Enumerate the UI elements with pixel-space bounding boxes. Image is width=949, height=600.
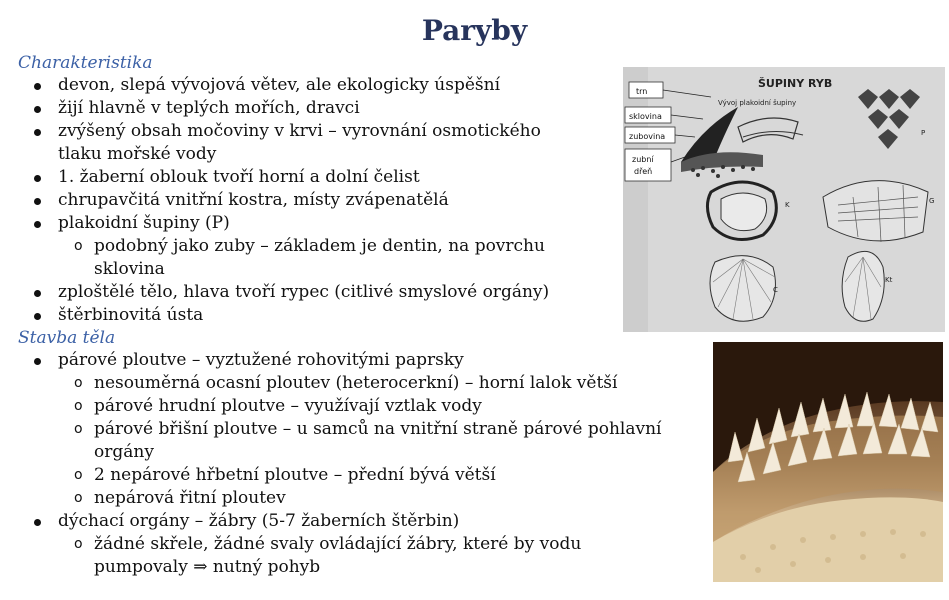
shark-teeth-photo (713, 342, 943, 582)
figure-heading: ŠUPINY RYB (758, 77, 833, 90)
bullet-item: plakoidní šupiny (P) (0, 212, 700, 235)
label-zubni: zubní (632, 155, 654, 164)
bullet-item: 1. žaberní oblouk tvoří horní a dolní čelist (0, 166, 700, 189)
sub-bullet-item (0, 418, 700, 464)
bullet-item: párové ploutve – vyztužené rohovitými paprsky (0, 349, 700, 372)
slide-title: Paryby (421, 14, 528, 47)
bullet-item: žijí hlavně v teplých mořích, dravci (0, 97, 700, 120)
section-heading-stavba-tela: Stavba těla (18, 328, 116, 348)
bullet-item: chrupavčitá vnitřní kostra, místy zvápenatělá (0, 189, 700, 212)
bullet-item: dýchací orgány – žábry (5-7 žaberních štěrbin) (0, 510, 700, 533)
bullet-item (0, 120, 700, 166)
label-sklovina: sklovina (629, 112, 662, 121)
sub-bullet-item: o nepárová řitní ploutev (0, 487, 700, 510)
sub-bullet-text: žádné skřele, žádné svaly ovládající žábry, které by vodu pumpovaly ⇒ nutný pohyb (94, 534, 582, 577)
sub-bullet-item: o párové hrudní ploutve – využívají vztlak vody (0, 395, 700, 418)
bullet-item: zploštělé tělo, hlava tvoří rypec (citlivé smyslové orgány) (0, 281, 700, 304)
section-heading-charakteristika: Charakteristika (18, 53, 153, 73)
scales-diagram-image (623, 67, 945, 332)
sub-bullet-item: o 2 nepárové hřbetní ploutve – přední bývá větší (0, 464, 700, 487)
scales-drawing (623, 67, 945, 332)
letter-g: G (929, 197, 935, 205)
sub-bullet-text: párové břišní ploutve – u samců na vnitřní straně párové pohlavní orgány (94, 419, 662, 462)
bullet-list-charakteristika (0, 74, 700, 327)
letter-c: C (773, 286, 778, 294)
label-zubovina: zubovina (629, 132, 666, 141)
sub-bullet-item (0, 533, 700, 579)
label-trn: trn (636, 87, 648, 96)
sub-bullet-item (0, 235, 700, 281)
bullet-list-stavba-tela (0, 349, 700, 579)
bullet-item: štěrbinovitá ústa (0, 304, 700, 327)
figure-subheading: Vývoj plakoidní šupiny (718, 99, 797, 107)
bullet-item: devon, slepá vývojová větev, ale ekologicky úspěšní (0, 74, 700, 97)
letter-p: P (921, 129, 926, 137)
letter-kt: Kt (885, 276, 893, 284)
label-dren: dřeň (634, 167, 653, 176)
bullet-text: zvýšený obsah močoviny v krvi – vyrovnání osmotického tlaku mořské vody (58, 121, 541, 164)
teeth-drawing (713, 342, 943, 582)
sub-bullet-text: podobný jako zuby – základem je dentin, na povrchu sklovina (94, 236, 545, 279)
sub-bullet-item: o nesouměrná ocasní ploutev (heterocerkní) – horní lalok větší (0, 372, 700, 395)
slide-content (0, 52, 700, 579)
letter-k: K (785, 201, 790, 209)
